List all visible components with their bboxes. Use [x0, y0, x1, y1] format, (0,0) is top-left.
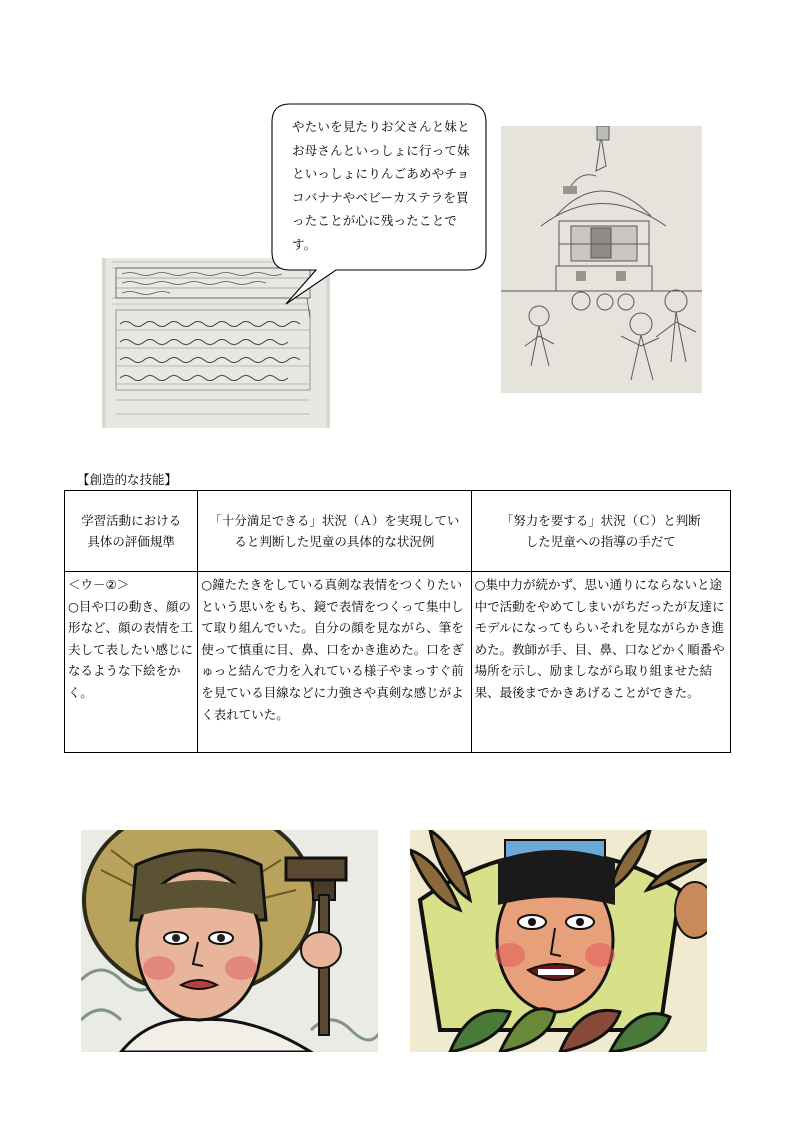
portrait-painting-left — [81, 830, 378, 1052]
header-status-a: 「十分満足できる」状況（Ａ）を実現していると判断した児童の具体的な状況例 — [198, 491, 471, 572]
criteria-text: ○目や口の動き、顔の形など、顔の表情を工夫して表したい感じになるような下絵をかく。 — [68, 598, 194, 700]
criteria-label: ＜ウ－②＞ — [68, 577, 130, 592]
cell-guidance-c: ○集中力が続かず、思い通りにならないと途中で活動をやめてしまいがちだったが友達にモデルになってもらいそれを見ながらかき進めた。教師が手、目、鼻、口などかく順番や場所を示し、励ましながら取り組ませた結果、最後までかきあげることができた。 — [471, 572, 730, 753]
speech-bubble-text: やたいを見たりお父さんと妹とお母さんといっしょに行って妹といっしょにりんごあめやチョコバナナやベビーカステラを買ったことが心に残ったことです。 — [292, 119, 470, 252]
header-guidance-c: 「努力を要する」状況（Ｃ）と判断した児童への指導の手だて — [471, 491, 730, 572]
festival-drawing-photo — [501, 126, 702, 393]
portrait-painting-right — [410, 830, 707, 1052]
table-header-row — [65, 491, 731, 572]
table-row — [65, 572, 731, 753]
header-evaluation-criteria: 学習活動における具体の評価規準 — [65, 491, 198, 572]
evaluation-table — [64, 490, 731, 753]
section-heading: 【創造的な技能】 — [77, 472, 178, 487]
cell-status-a: ○鐘たたきをしている真剣な表情をつくりたいという思いをもち、鏡で表情をつくって集中して取り組んでいた。自分の顔を見ながら、筆を使って慎重に目、鼻、口をかき進めた。口をぎゅっと結んで力を入れている様子やまっすぐ前を見ている目線などに力強さや真剣な感じがよく表れていた。 — [198, 572, 471, 753]
cell-criteria — [65, 572, 198, 753]
speech-bubble — [268, 98, 490, 308]
